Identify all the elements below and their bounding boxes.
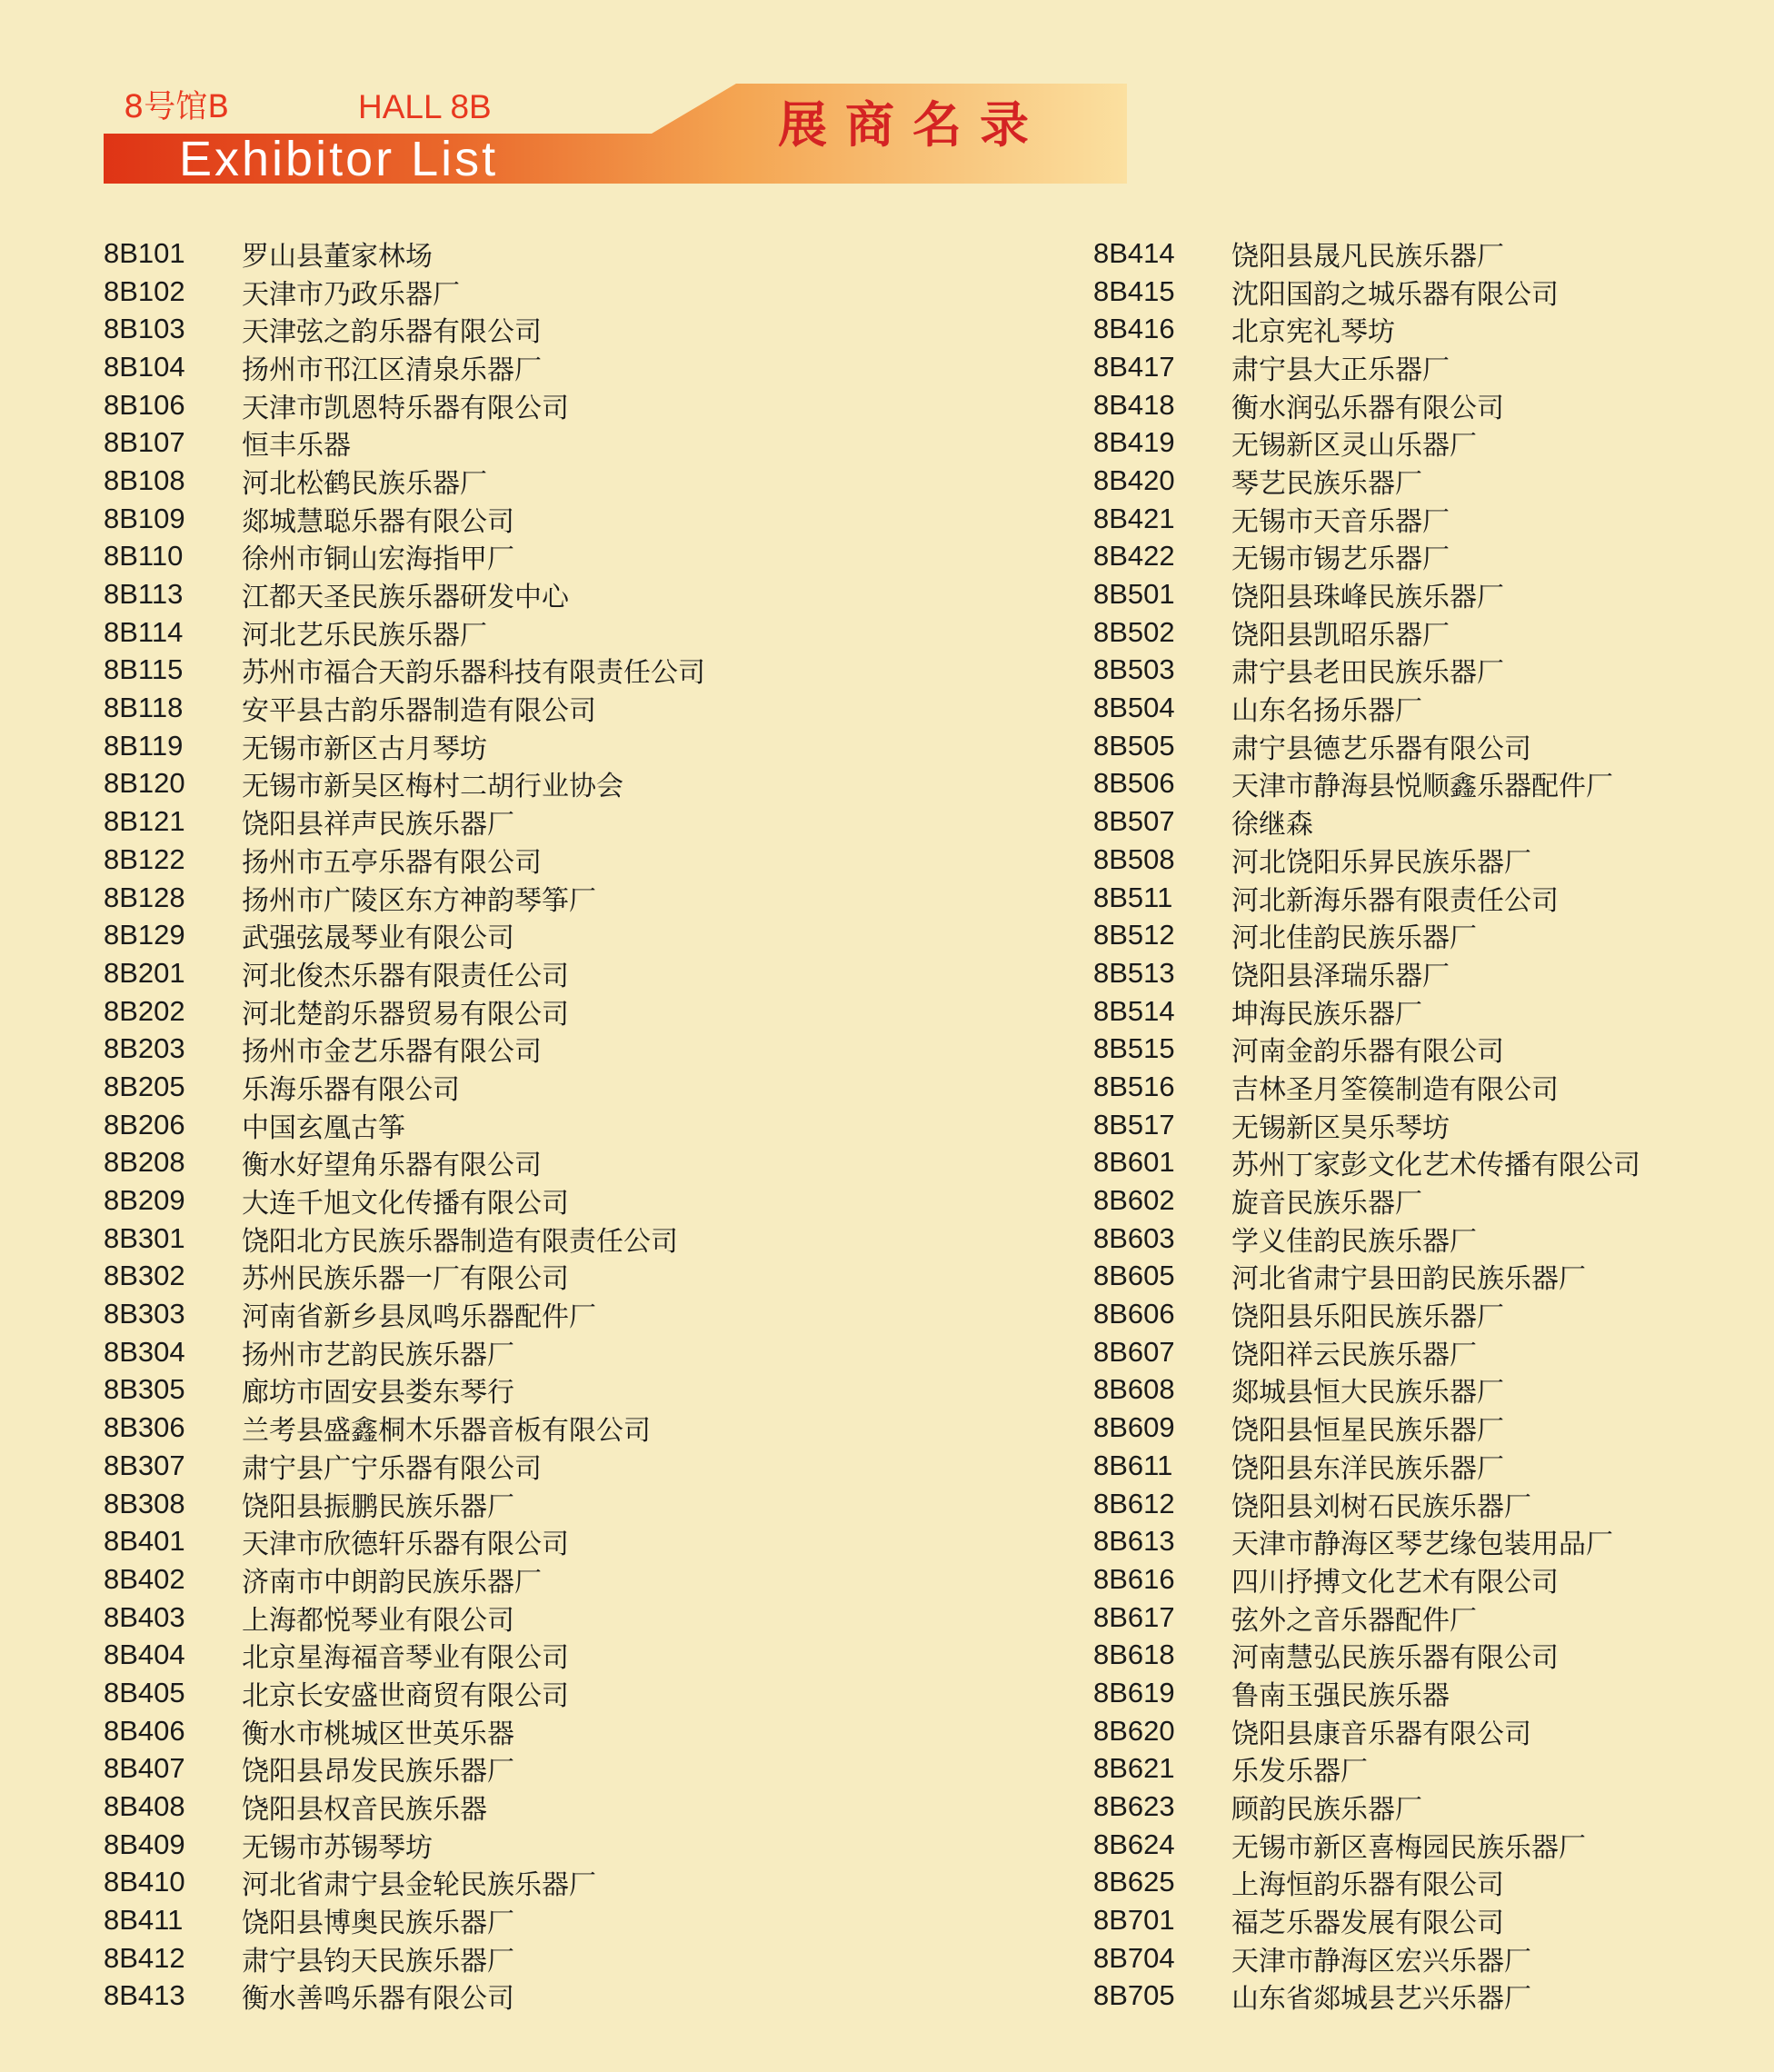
- booth-code: 8B203: [104, 1032, 185, 1065]
- exhibitor-name: 无锡市新区喜梅园民族乐器厂: [1231, 1831, 1586, 1864]
- exhibitor-name: 天津市乃政乐器厂: [242, 278, 460, 311]
- booth-code: 8B617: [1093, 1600, 1175, 1633]
- booth-code: 8B129: [104, 919, 185, 951]
- exhibitor-row: [1093, 1522, 1766, 1560]
- booth-code: 8B415: [1093, 274, 1175, 307]
- booth-code: 8B511: [1093, 881, 1173, 913]
- exhibitor-row: [104, 1712, 940, 1750]
- exhibitor-name: 衡水好望角乐器有限公司: [242, 1150, 542, 1182]
- exhibitor-name: 无锡新区灵山乐器厂: [1231, 430, 1477, 463]
- exhibitor-name: 无锡市锡艺乐器厂: [1231, 543, 1450, 576]
- exhibitor-row: [104, 689, 940, 727]
- booth-code: 8B621: [1093, 1752, 1175, 1785]
- exhibitor-row: [1093, 1106, 1766, 1144]
- exhibitor-name: 饶阳县博奥民族乐器厂: [242, 1908, 514, 1940]
- exhibitor-row: [104, 1560, 940, 1599]
- booth-code: 8B607: [1093, 1335, 1175, 1368]
- exhibitor-name: 饶阳北方民族乐器制造有限责任公司: [242, 1225, 678, 1258]
- exhibitor-list-right: [1093, 234, 1766, 2015]
- booth-code: 8B120: [104, 767, 185, 800]
- exhibitor-name: 无锡市新吴区梅村二胡行业协会: [242, 771, 623, 803]
- exhibitor-name: 无锡新区昊乐琴坊: [1231, 1111, 1450, 1144]
- booth-code: 8B514: [1093, 994, 1175, 1027]
- exhibitor-row: [104, 500, 940, 538]
- exhibitor-name: 武强弦晟琴业有限公司: [242, 922, 514, 955]
- booth-code: 8B512: [1093, 919, 1175, 951]
- booth-code: 8B118: [104, 692, 184, 724]
- exhibitor-row: [104, 1788, 940, 1826]
- exhibitor-name: 饶阳县凯昭乐器厂: [1231, 619, 1450, 652]
- exhibitor-name: 苏州民族乐器一厂有限公司: [242, 1263, 569, 1296]
- exhibitor-name: 河北佳韵民族乐器厂: [1231, 922, 1477, 955]
- booth-code: 8B107: [104, 426, 185, 459]
- exhibitor-row: [1093, 1258, 1766, 1296]
- booth-code: 8B623: [1093, 1790, 1175, 1823]
- exhibitor-name: 天津市凯恩特乐器有限公司: [242, 392, 569, 424]
- exhibitor-name: 饶阳县恒星民族乐器厂: [1231, 1415, 1504, 1448]
- exhibitor-row: [1093, 273, 1766, 311]
- exhibitor-row: [1093, 1030, 1766, 1068]
- exhibitor-name: 衡水善鸣乐器有限公司: [242, 1983, 514, 2016]
- exhibitor-name: 饶阳县祥声民族乐器厂: [242, 809, 514, 842]
- exhibitor-row: [104, 1258, 940, 1296]
- booth-code: 8B606: [1093, 1298, 1175, 1330]
- exhibitor-name: 沈阳国韵之城乐器有限公司: [1231, 278, 1559, 311]
- exhibitor-row: [1093, 841, 1766, 879]
- exhibitor-name: 四川抒搏文化艺术有限公司: [1231, 1566, 1559, 1599]
- exhibitor-row: [1093, 1560, 1766, 1599]
- booth-code: 8B513: [1093, 956, 1175, 989]
- exhibitor-row: [104, 1750, 940, 1788]
- booth-code: 8B101: [104, 236, 185, 269]
- exhibitor-row: [104, 1977, 940, 2016]
- hall-number-cn: 8号馆B: [124, 89, 230, 125]
- exhibitor-row: [1093, 802, 1766, 841]
- booth-code: 8B420: [1093, 463, 1175, 496]
- exhibitor-name: 扬州市广陵区东方神韵琴筝厂: [242, 884, 596, 917]
- exhibitor-row: [104, 575, 940, 613]
- exhibitor-name: 饶阳县东洋民族乐器厂: [1231, 1452, 1504, 1485]
- exhibitor-name: 北京星海福音琴业有限公司: [242, 1642, 569, 1675]
- exhibitor-row: [1093, 1712, 1766, 1750]
- booth-code: 8B612: [1093, 1487, 1175, 1519]
- booth-code: 8B618: [1093, 1639, 1175, 1671]
- exhibitor-name: 饶阳县晟凡民族乐器厂: [1231, 240, 1504, 273]
- exhibitor-row: [104, 727, 940, 765]
- exhibitor-row: [1093, 310, 1766, 348]
- booth-code: 8B308: [104, 1487, 185, 1519]
- booth-code: 8B625: [1093, 1866, 1175, 1898]
- exhibitor-row: [104, 273, 940, 311]
- exhibitor-name: 河北松鹤民族乐器厂: [242, 467, 487, 500]
- exhibitor-name: 河南省新乡县凤鸣乐器配件厂: [242, 1301, 596, 1334]
- booth-code: 8B410: [104, 1866, 185, 1898]
- booth-code: 8B114: [104, 615, 184, 648]
- hall-number-en: HALL 8B: [358, 88, 492, 125]
- booth-code: 8B205: [104, 1070, 185, 1102]
- booth-code: 8B407: [104, 1752, 185, 1785]
- exhibitor-name: 郯城县恒大民族乐器厂: [1231, 1377, 1504, 1410]
- exhibitor-name: 福芝乐器发展有限公司: [1231, 1908, 1504, 1940]
- exhibitor-name: 衡水市桃城区世英乐器: [242, 1718, 514, 1750]
- booth-code: 8B624: [1093, 1828, 1175, 1860]
- exhibitor-name: 兰考县盛鑫桐木乐器音板有限公司: [242, 1415, 651, 1448]
- exhibitor-name: 北京长安盛世商贸有限公司: [242, 1679, 569, 1712]
- booth-code: 8B412: [104, 1941, 185, 1974]
- booth-code: 8B306: [104, 1411, 185, 1444]
- exhibitor-row: [104, 841, 940, 879]
- booth-code: 8B504: [1093, 692, 1175, 724]
- booth-code: 8B304: [104, 1335, 185, 1368]
- exhibitor-row: [104, 1106, 940, 1144]
- exhibitor-name: 罗山县董家林场: [242, 240, 433, 273]
- exhibitor-name: 坤海民族乐器厂: [1231, 998, 1422, 1031]
- header-banner: [104, 84, 1127, 184]
- booth-code: 8B506: [1093, 767, 1175, 800]
- exhibitor-name: 徐州市铜山宏海指甲厂: [242, 543, 514, 576]
- booth-code: 8B403: [104, 1600, 185, 1633]
- exhibitor-name: 无锡市苏锡琴坊: [242, 1831, 433, 1864]
- booth-code: 8B611: [1093, 1449, 1173, 1481]
- booth-code: 8B121: [104, 805, 185, 838]
- exhibitor-name: 琴艺民族乐器厂: [1231, 467, 1422, 500]
- exhibitor-name: 河北艺乐民族乐器厂: [242, 619, 487, 652]
- exhibitor-row: [104, 348, 940, 386]
- booth-code: 8B128: [104, 881, 185, 913]
- exhibitor-row: [1093, 500, 1766, 538]
- booth-code: 8B119: [104, 729, 184, 762]
- booth-code: 8B301: [104, 1221, 185, 1254]
- exhibitor-name: 徐继森: [1231, 809, 1313, 842]
- booth-code: 8B418: [1093, 388, 1175, 421]
- exhibitor-name: 饶阳县康音乐器有限公司: [1231, 1718, 1531, 1750]
- booth-code: 8B108: [104, 463, 185, 496]
- exhibitor-name: 天津市欣德轩乐器有限公司: [242, 1529, 569, 1561]
- exhibitor-row: [1093, 1485, 1766, 1523]
- exhibitor-name: 吉林圣月筌篌制造有限公司: [1231, 1073, 1559, 1106]
- exhibitor-name: 恒丰乐器: [242, 430, 351, 463]
- exhibitor-row: [1093, 613, 1766, 652]
- exhibitor-row: [1093, 423, 1766, 462]
- exhibitor-name: 中国玄凰古筝: [242, 1111, 405, 1144]
- exhibitor-row: [104, 1068, 940, 1106]
- exhibitor-name: 上海恒韵乐器有限公司: [1231, 1869, 1504, 1902]
- exhibitor-row: [1093, 538, 1766, 576]
- exhibitor-row: [104, 954, 940, 992]
- exhibitor-row: [104, 1901, 940, 1939]
- exhibitor-name: 天津市静海县悦顺鑫乐器配件厂: [1231, 771, 1613, 803]
- exhibitor-list-left: [104, 234, 940, 2015]
- booth-code: 8B104: [104, 350, 185, 383]
- exhibitor-name: 苏州市福合天韵乐器科技有限责任公司: [242, 657, 705, 690]
- exhibitor-row: [1093, 652, 1766, 690]
- exhibitor-name: 河北新海乐器有限责任公司: [1231, 884, 1559, 917]
- exhibitor-name: 无锡市天音乐器厂: [1231, 505, 1450, 538]
- exhibitor-name: 肃宁县钧天民族乐器厂: [242, 1945, 514, 1977]
- booth-code: 8B303: [104, 1298, 185, 1330]
- exhibitor-row: [1093, 1181, 1766, 1220]
- booth-code: 8B401: [104, 1525, 185, 1558]
- exhibitor-row: [1093, 1977, 1766, 2016]
- booth-code: 8B616: [1093, 1562, 1175, 1595]
- booth-code: 8B605: [1093, 1260, 1175, 1292]
- exhibitor-row: [1093, 1447, 1766, 1485]
- exhibitor-row: [104, 1674, 940, 1712]
- exhibitor-row: [104, 613, 940, 652]
- booth-code: 8B701: [1093, 1904, 1175, 1937]
- exhibitor-row: [1093, 1333, 1766, 1371]
- exhibitor-row: [1093, 462, 1766, 500]
- booth-code: 8B608: [1093, 1373, 1175, 1406]
- exhibitor-row: [104, 1220, 940, 1258]
- exhibitor-name: 苏州丁家彭文化艺术传播有限公司: [1231, 1150, 1640, 1182]
- booth-code: 8B503: [1093, 653, 1175, 686]
- booth-code: 8B619: [1093, 1676, 1175, 1708]
- booth-code: 8B201: [104, 956, 185, 989]
- booth-code: 8B609: [1093, 1411, 1175, 1444]
- exhibitor-row: [1093, 348, 1766, 386]
- exhibitor-row: [1093, 1599, 1766, 1637]
- exhibitor-name: 河北楚韵乐器贸易有限公司: [242, 998, 569, 1031]
- exhibitor-row: [1093, 1144, 1766, 1182]
- exhibitor-row: [104, 1826, 940, 1864]
- booth-code: 8B106: [104, 388, 185, 421]
- exhibitor-name: 弦外之音乐器配件厂: [1231, 1604, 1477, 1637]
- exhibitor-name: 河北俊杰乐器有限责任公司: [242, 960, 569, 992]
- booth-code: 8B620: [1093, 1714, 1175, 1747]
- booth-code: 8B414: [1093, 236, 1175, 269]
- exhibitor-row: [104, 916, 940, 954]
- exhibitor-name: 扬州市艺韵民族乐器厂: [242, 1339, 514, 1371]
- booth-code: 8B208: [104, 1146, 185, 1179]
- booth-code: 8B602: [1093, 1184, 1175, 1217]
- exhibitor-row: [104, 1864, 940, 1902]
- booth-code: 8B413: [104, 1979, 185, 2012]
- exhibitor-name: 饶阳县珠峰民族乐器厂: [1231, 582, 1504, 614]
- exhibitor-name: 大连千旭文化传播有限公司: [242, 1188, 569, 1220]
- exhibitor-name: 上海都悦琴业有限公司: [242, 1604, 514, 1637]
- title-cn: 展商名录: [778, 96, 1047, 154]
- exhibitor-row: [104, 310, 940, 348]
- booth-code: 8B516: [1093, 1070, 1175, 1102]
- exhibitor-row: [1093, 1371, 1766, 1410]
- exhibitor-row: [1093, 1901, 1766, 1939]
- booth-code: 8B705: [1093, 1979, 1175, 2012]
- exhibitor-row: [1093, 386, 1766, 424]
- exhibitor-name: 肃宁县广宁乐器有限公司: [242, 1452, 542, 1485]
- exhibitor-name: 扬州市五亭乐器有限公司: [242, 846, 542, 879]
- booth-code: 8B305: [104, 1373, 185, 1406]
- exhibitor-name: 饶阳县乐阳民族乐器厂: [1231, 1301, 1504, 1334]
- booth-code: 8B115: [104, 653, 184, 686]
- exhibitor-name: 饶阳县泽瑞乐器厂: [1231, 960, 1450, 992]
- booth-code: 8B422: [1093, 540, 1175, 573]
- exhibitor-row: [1093, 1750, 1766, 1788]
- exhibitor-row: [1093, 1788, 1766, 1826]
- exhibitor-row: [1093, 765, 1766, 803]
- exhibitor-row: [1093, 689, 1766, 727]
- booth-code: 8B507: [1093, 805, 1175, 838]
- exhibitor-row: [104, 1636, 940, 1674]
- booth-code: 8B421: [1093, 502, 1175, 534]
- booth-code: 8B405: [104, 1676, 185, 1708]
- booth-code: 8B404: [104, 1639, 185, 1671]
- booth-code: 8B302: [104, 1260, 185, 1292]
- exhibitor-row: [104, 802, 940, 841]
- booth-code: 8B505: [1093, 729, 1175, 762]
- exhibitor-name: 济南市中朗韵民族乐器厂: [242, 1566, 542, 1599]
- exhibitor-name: 河南慧弘民族乐器有限公司: [1231, 1642, 1559, 1675]
- exhibitor-name: 廊坊市固安县娄东琴行: [242, 1377, 514, 1410]
- booth-code: 8B408: [104, 1790, 185, 1823]
- exhibitor-name: 肃宁县大正乐器厂: [1231, 354, 1450, 386]
- exhibitor-name: 山东省郯城县艺兴乐器厂: [1231, 1983, 1531, 2016]
- exhibitor-row: [104, 234, 940, 273]
- exhibitor-name: 郯城慧聪乐器有限公司: [242, 505, 514, 538]
- booth-code: 8B704: [1093, 1941, 1175, 1974]
- booth-code: 8B102: [104, 274, 185, 307]
- exhibitor-row: [1093, 1826, 1766, 1864]
- exhibitor-name: 天津弦之韵乐器有限公司: [242, 316, 542, 349]
- booth-code: 8B502: [1093, 615, 1175, 648]
- exhibitor-row: [1093, 575, 1766, 613]
- exhibitor-name: 天津市静海区宏兴乐器厂: [1231, 1945, 1531, 1977]
- exhibitor-row: [104, 1522, 940, 1560]
- booth-code: 8B411: [104, 1904, 184, 1937]
- exhibitor-name: 无锡市新区古月琴坊: [242, 732, 487, 765]
- exhibitor-name: 河南金韵乐器有限公司: [1231, 1036, 1504, 1069]
- exhibitor-row: [104, 879, 940, 917]
- booth-code: 8B613: [1093, 1525, 1175, 1558]
- exhibitor-row: [104, 462, 940, 500]
- exhibitor-row: [104, 1409, 940, 1447]
- exhibitor-row: [1093, 879, 1766, 917]
- exhibitor-name: 鲁南玉强民族乐器: [1231, 1679, 1450, 1712]
- booth-code: 8B109: [104, 502, 185, 534]
- exhibitor-name: 衡水润弘乐器有限公司: [1231, 392, 1504, 424]
- exhibitor-name: 河北省肃宁县田韵民族乐器厂: [1231, 1263, 1586, 1296]
- exhibitor-row: [104, 1371, 940, 1410]
- exhibitor-row: [1093, 1939, 1766, 1977]
- exhibitor-row: [104, 1485, 940, 1523]
- exhibitor-row: [1093, 1674, 1766, 1712]
- exhibitor-name: 安平县古韵乐器制造有限公司: [242, 695, 596, 728]
- booth-code: 8B113: [104, 578, 184, 611]
- exhibitor-name: 江都天圣民族乐器研发中心: [242, 582, 569, 614]
- exhibitor-row: [1093, 954, 1766, 992]
- exhibitor-row: [1093, 992, 1766, 1031]
- booth-code: 8B307: [104, 1449, 185, 1481]
- exhibitor-name: 天津市静海区琴艺缘包装用品厂: [1231, 1529, 1613, 1561]
- exhibitor-row: [104, 1030, 940, 1068]
- exhibitor-name: 饶阳县振鹏民族乐器厂: [242, 1490, 514, 1523]
- booth-code: 8B206: [104, 1108, 185, 1141]
- booth-code: 8B419: [1093, 426, 1175, 459]
- exhibitor-name: 乐海乐器有限公司: [242, 1073, 460, 1106]
- booth-code: 8B122: [104, 842, 185, 875]
- exhibitor-row: [104, 765, 940, 803]
- booth-code: 8B209: [104, 1184, 185, 1217]
- exhibitor-name: 饶阳祥云民族乐器厂: [1231, 1339, 1477, 1371]
- exhibitor-row: [104, 652, 940, 690]
- exhibitor-row: [104, 1181, 940, 1220]
- exhibitor-row: [1093, 916, 1766, 954]
- exhibitor-name: 顾韵民族乐器厂: [1231, 1794, 1422, 1827]
- exhibitor-row: [104, 1295, 940, 1333]
- booth-code: 8B515: [1093, 1032, 1175, 1065]
- exhibitor-name: 饶阳县权音民族乐器: [242, 1794, 487, 1827]
- exhibitor-name: 肃宁县德艺乐器有限公司: [1231, 732, 1531, 765]
- title-en: Exhibitor List: [179, 132, 499, 186]
- exhibitor-row: [104, 1333, 940, 1371]
- exhibitor-row: [1093, 234, 1766, 273]
- exhibitor-row: [104, 992, 940, 1031]
- exhibitor-name: 学义佳韵民族乐器厂: [1231, 1225, 1477, 1258]
- booth-code: 8B508: [1093, 842, 1175, 875]
- exhibitor-name: 山东名扬乐器厂: [1231, 695, 1422, 728]
- exhibitor-row: [1093, 1068, 1766, 1106]
- booth-code: 8B406: [104, 1714, 185, 1747]
- exhibitor-name: 扬州市邗江区清泉乐器厂: [242, 354, 542, 386]
- exhibitor-name: 旋音民族乐器厂: [1231, 1188, 1422, 1220]
- booth-code: 8B202: [104, 994, 185, 1027]
- exhibitor-row: [1093, 1636, 1766, 1674]
- booth-code: 8B517: [1093, 1108, 1175, 1141]
- exhibitor-name: 肃宁县老田民族乐器厂: [1231, 657, 1504, 690]
- exhibitor-row: [1093, 1409, 1766, 1447]
- exhibitor-row: [104, 423, 940, 462]
- exhibitor-row: [104, 1939, 940, 1977]
- exhibitor-name: 北京宪礼琴坊: [1231, 316, 1395, 349]
- booth-code: 8B601: [1093, 1146, 1175, 1179]
- booth-code: 8B416: [1093, 313, 1175, 345]
- exhibitor-row: [1093, 727, 1766, 765]
- exhibitor-name: 扬州市金艺乐器有限公司: [242, 1036, 542, 1069]
- booth-code: 8B603: [1093, 1221, 1175, 1254]
- exhibitor-name: 河北省肃宁县金轮民族乐器厂: [242, 1869, 596, 1902]
- booth-code: 8B103: [104, 313, 185, 345]
- exhibitor-row: [104, 1144, 940, 1182]
- booth-code: 8B409: [104, 1828, 185, 1860]
- exhibitor-name: 饶阳县昂发民族乐器厂: [242, 1756, 514, 1788]
- booth-code: 8B402: [104, 1562, 185, 1595]
- exhibitor-row: [1093, 1864, 1766, 1902]
- exhibitor-row: [104, 1447, 940, 1485]
- exhibitor-name: 乐发乐器厂: [1231, 1756, 1368, 1788]
- exhibitor-name: 饶阳县刘树石民族乐器厂: [1231, 1490, 1531, 1523]
- exhibitor-name: 河北饶阳乐昇民族乐器厂: [1231, 846, 1531, 879]
- exhibitor-row: [1093, 1220, 1766, 1258]
- exhibitor-row: [104, 538, 940, 576]
- exhibitor-row: [104, 386, 940, 424]
- booth-code: 8B501: [1093, 578, 1175, 611]
- exhibitor-row: [104, 1599, 940, 1637]
- booth-code: 8B110: [104, 540, 184, 573]
- booth-code: 8B417: [1093, 350, 1175, 383]
- exhibitor-row: [1093, 1295, 1766, 1333]
